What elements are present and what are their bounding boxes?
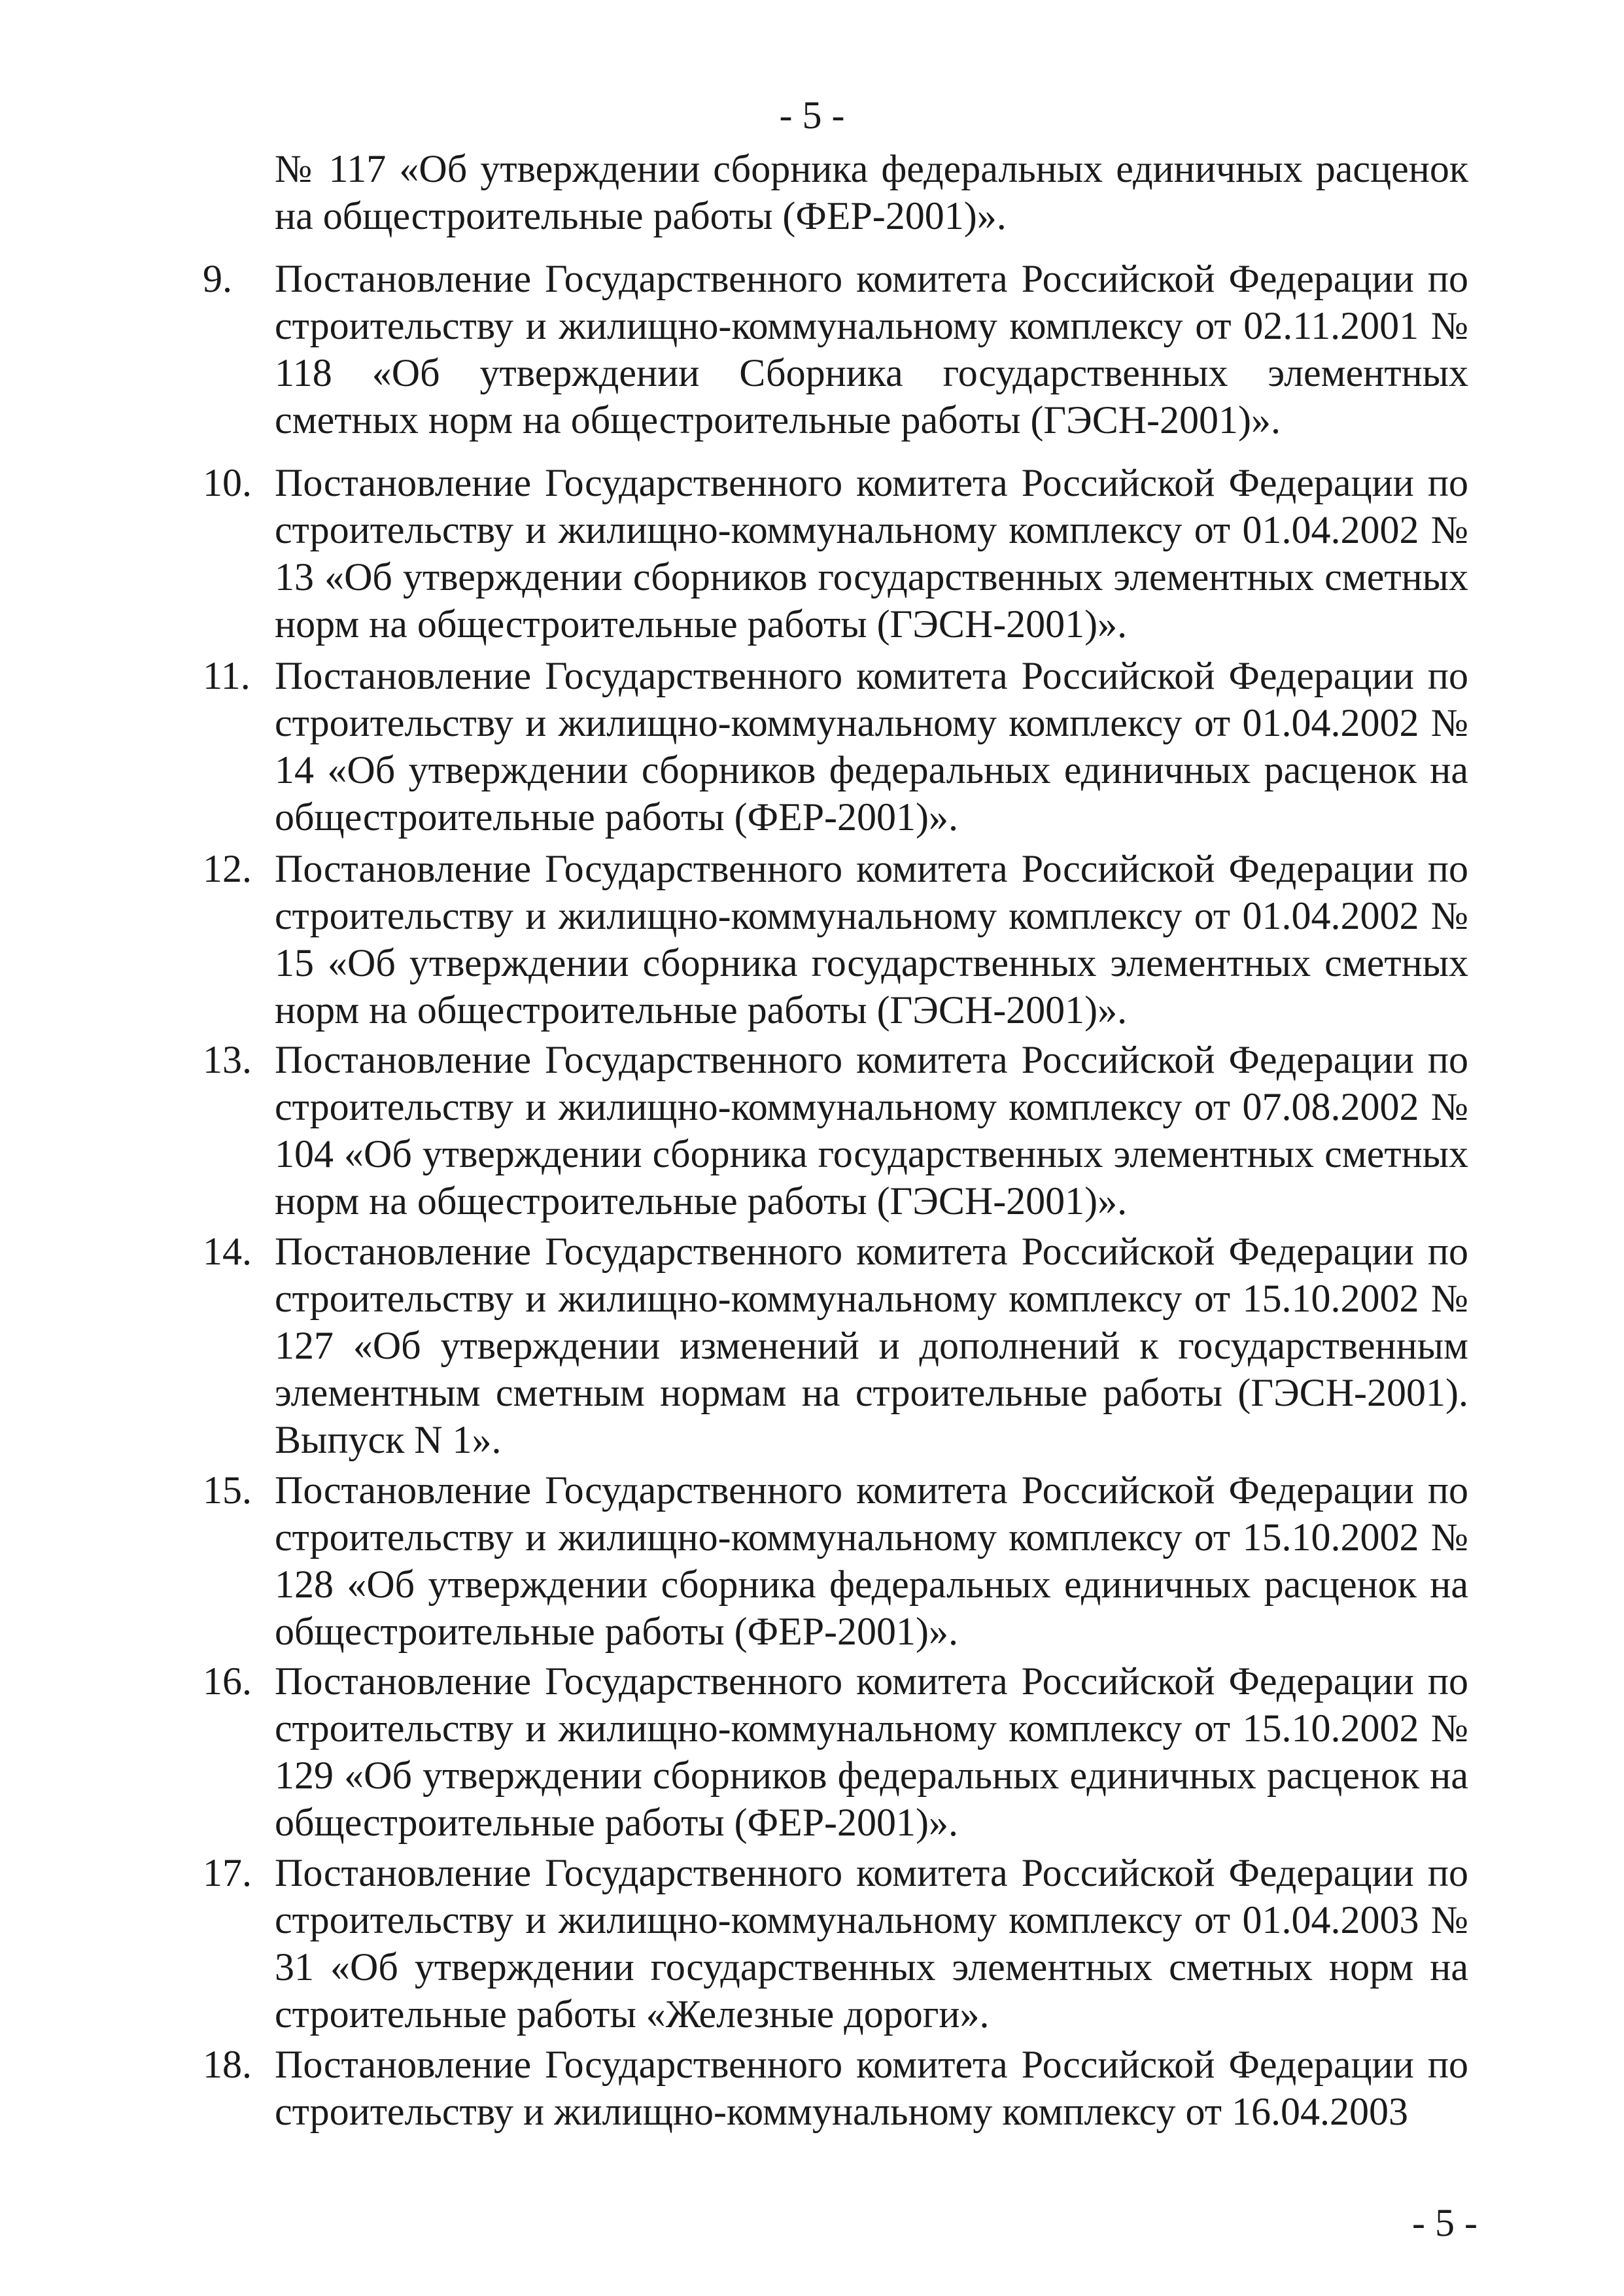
list-item-text: Постановление Государственного комитета Российской Федерации по строительству и жилищно-коммунальному комплексу от 02.11.2001 № 118 «Об утверждении Сборника государственных элементных сметных норм на общестроительные работы (ГЭСН-2001)». bbox=[275, 257, 1468, 442]
list-item-text: Постановление Государственного комитета Российской Федерации по строительству и жилищно-коммунальному комплексу от 07.08.2002 № 104 «Об утверждении сборника государственных элементных сметных норм на общестроительные работы (ГЭСН-2001)». bbox=[275, 1038, 1468, 1223]
list-item-number: 15. bbox=[203, 1469, 252, 1512]
list-item-number: 16. bbox=[203, 1660, 252, 1703]
list-item-text: Постановление Государственного комитета Российской Федерации по строительству и жилищно-коммунальному комплексу от 01.04.2003 № 31 «Об утверждении государственных элементных сметных норм на строительные работы «Железные дороги». bbox=[275, 1851, 1468, 2036]
page-number-top: - 5 - bbox=[779, 94, 845, 137]
page-number-bottom: - 5 - bbox=[1412, 2201, 1477, 2244]
list-item-number: 18. bbox=[203, 2043, 252, 2086]
list-item-text: Постановление Государственного комитета Российской Федерации по строительству и жилищно-коммунальному комплексу от 01.04.2002 № 15 «Об утверждении сборника государственных элементных сметных норм на общестроительные работы (ГЭСН-2001)». bbox=[275, 847, 1468, 1032]
list-item-text: Постановление Государственного комитета Российской Федерации по строительству и жилищно-коммунальному комплексу от 16.04.2003 bbox=[275, 2043, 1468, 2133]
list-item-number: 10. bbox=[203, 461, 252, 504]
list-item-number: 11. bbox=[203, 654, 251, 697]
continuation-paragraph: № 117 «Об утверждении сборника федеральных единичных расценок на общестроительные работы (ФЕР-2001)». bbox=[275, 147, 1468, 237]
list-item-number: 14. bbox=[203, 1230, 252, 1273]
list-item-number: 17. bbox=[203, 1851, 252, 1894]
list-item-number: 9. bbox=[203, 257, 232, 300]
list-item-text: Постановление Государственного комитета Российской Федерации по строительству и жилищно-коммунальному комплексу от 15.10.2002 № 129 «Об утверждении сборников федеральных единичных расценок на общестроительные работы (ФЕР-2001)». bbox=[275, 1660, 1468, 1844]
list-item-text: Постановление Государственного комитета Российской Федерации по строительству и жилищно-коммунальному комплексу от 01.04.2002 № 13 «Об утверждении сборников государственных элементных сметных норм на общестроительные работы (ГЭСН-2001)». bbox=[275, 461, 1468, 646]
list-item-number: 13. bbox=[203, 1038, 252, 1081]
list-item-number: 12. bbox=[203, 847, 252, 890]
list-item-text: Постановление Государственного комитета Российской Федерации по строительству и жилищно-коммунальному комплексу от 01.04.2002 № 14 «Об утверждении сборников федеральных единичных расценок на общестроительные работы (ФЕР-2001)». bbox=[275, 654, 1468, 839]
list-item-text: Постановление Государственного комитета Российской Федерации по строительству и жилищно-коммунальному комплексу от 15.10.2002 № 128 «Об утверждении сборника федеральных единичных расценок на общестроительные работы (ФЕР-2001)». bbox=[275, 1469, 1468, 1653]
list-item-text: Постановление Государственного комитета Российской Федерации по строительству и жилищно-коммунальному комплексу от 15.10.2002 № 127 «Об утверждении изменений и дополнений к государственным элементным сметным нормам на строительные работы (ГЭСН-2001). Выпуск N 1». bbox=[275, 1230, 1468, 1461]
